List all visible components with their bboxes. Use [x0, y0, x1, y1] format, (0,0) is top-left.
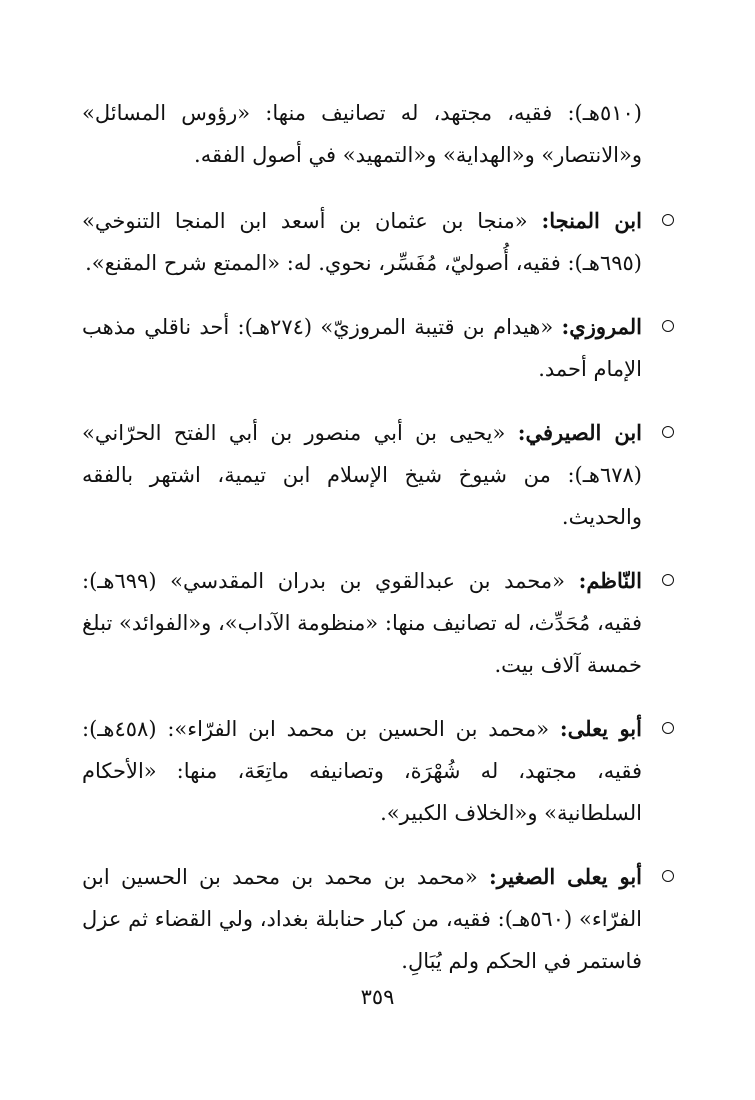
entry-head: أبو يعلى:: [559, 716, 642, 741]
circle-bullet-icon: [662, 426, 674, 438]
entry-abu-yala: [82, 708, 642, 834]
entry-ibn-al-munja: [82, 200, 642, 284]
circle-bullet-icon: [662, 722, 674, 734]
entry-head: المروزي:: [561, 314, 642, 339]
entry-head: ابن الصيرفي:: [517, 420, 642, 445]
entry-body: (٥١٠هـ): فقيه، مجتهد، له تصانيف منها: «رؤوس المسائل» و«الانتصار» و«الهداية» و«التمهيد» في أصول الفقه.: [82, 101, 642, 167]
entry-continuation: [82, 92, 642, 176]
entry-head: ابن المنجا:: [541, 208, 642, 233]
circle-bullet-icon: [662, 320, 674, 332]
entry-al-marwazi: [82, 306, 642, 390]
entry-body: «محمد بن محمد بن محمد بن الحسين ابن الفرّاء» (٥٦٠هـ): فقيه، من كبار حنابلة بغداد، ولي القضاء ثم عزل فاستمر في الحكم ولم يُبَالِ.: [82, 865, 642, 973]
page-number: ٣٥٩: [360, 985, 395, 1009]
entry-ibn-al-sayrafi: [82, 412, 642, 538]
entry-abu-yala-al-saghir: [82, 856, 642, 982]
page-content: [82, 92, 642, 1004]
entry-body: «محمد بن عبدالقوي بن بدران المقدسي» (٦٩٩هـ): فقيه، مُحَدِّث، له تصانيف منها: «منظومة الآداب»، و«الفوائد» تبلغ خمسة آلاف بيت.: [82, 569, 642, 677]
entry-head: النّاظم:: [578, 568, 642, 593]
circle-bullet-icon: [662, 870, 674, 882]
circle-bullet-icon: [662, 574, 674, 586]
entry-body: «هيدام بن قتيبة المروزيّ» (٢٧٤هـ): أحد ناقلي مذهب الإمام أحمد.: [82, 315, 642, 381]
circle-bullet-icon: [662, 214, 674, 226]
entry-head: أبو يعلى الصغير:: [488, 864, 643, 889]
entry-al-nazim: [82, 560, 642, 686]
entry-body: «منجا بن عثمان بن أسعد ابن المنجا التنوخي» (٦٩٥هـ): فقيه، أُصوليّ، مُفَسِّر، نحوي. له: «الممتع شرح المقنع».: [82, 209, 642, 275]
entry-body: «يحيى بن أبي منصور بن أبي الفتح الحرّاني» (٦٧٨هـ): من شيوخ شيخ الإسلام ابن تيمية، اشتهر بالفقه والحديث.: [82, 421, 642, 529]
entry-body: «محمد بن الحسين بن محمد ابن الفرّاء»: (٤٥٨هـ): فقيه، مجتهد، له شُهْرَة، وتصانيفه ماتِعَة، منها: «الأحكام السلطانية» و«الخلاف الكبير».: [82, 717, 642, 825]
